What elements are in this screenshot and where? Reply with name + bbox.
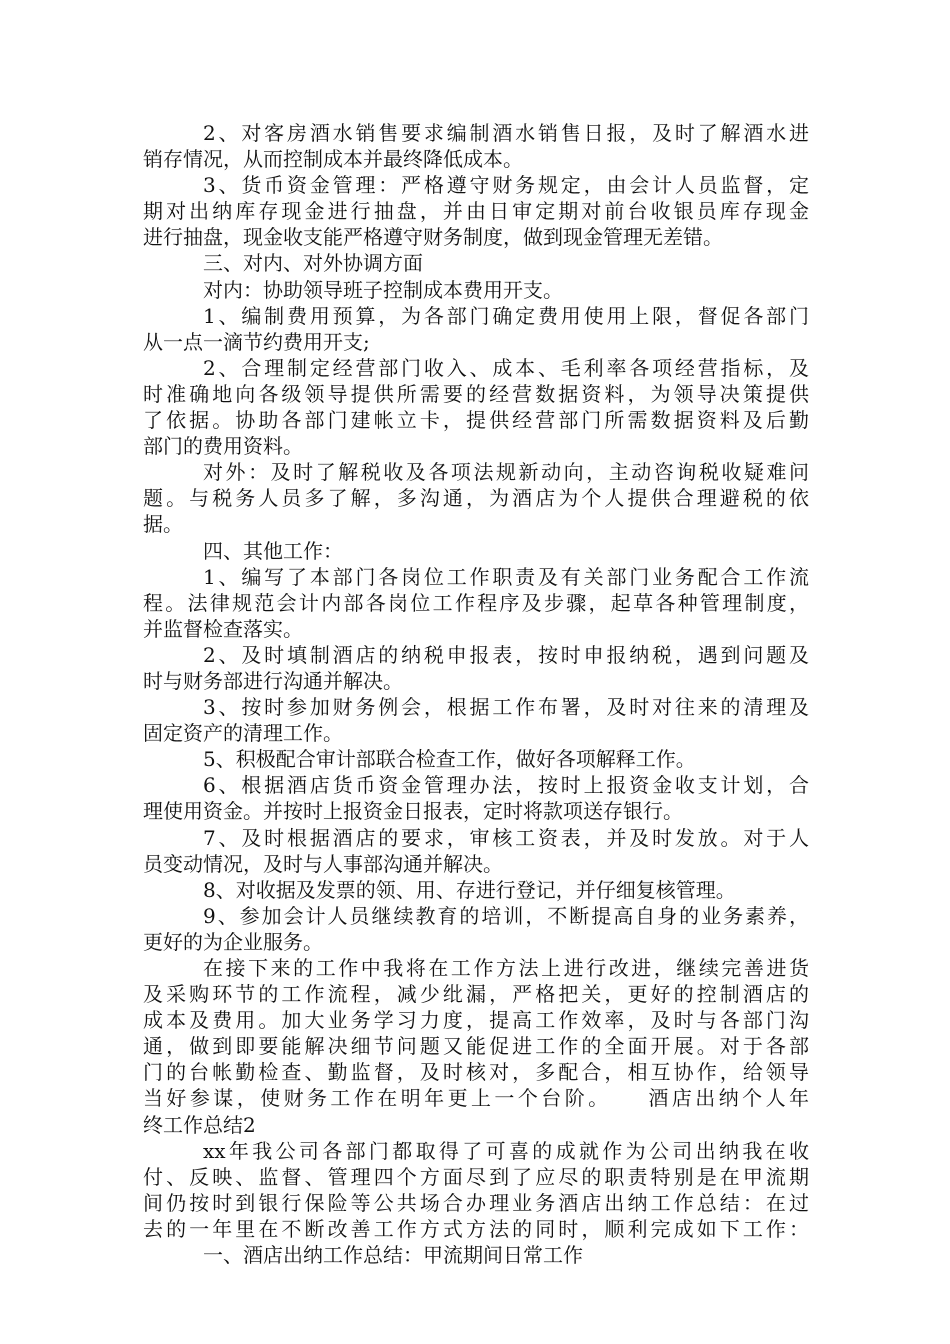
text-line: 一、酒店出纳工作总结：甲流期间日常工作: [203, 1243, 583, 1268]
text-line: 终工作总结2: [143, 1112, 256, 1137]
text-line: 1、编制费用预算，为各部门确定费用使用上限，督促各部门: [203, 303, 809, 328]
text-line: 1、编写了本部门各岗位工作职责及有关部门业务配合工作流: [203, 564, 809, 589]
text-line: xx年我公司各部门都取得了可喜的成就作为公司出纳我在收: [203, 1138, 809, 1163]
text-line: 及采购环节的工作流程，减少纰漏，严格把关，更好的控制酒店的: [143, 982, 809, 1007]
text-line: 8、对收据及发票的领、用、存进行登记，并仔细复核管理。: [203, 877, 736, 902]
text-line: 对内：协助领导班子控制成本费用开支。: [203, 277, 563, 302]
text-line: 间仍按时到银行保险等公共场合办理业务酒店出纳工作总结：在过: [143, 1190, 809, 1215]
text-line: 部门的费用资料。: [143, 434, 303, 459]
text-line: 更好的为企业服务。: [143, 929, 323, 954]
text-line: 固定资产的清理工作。: [143, 721, 343, 746]
text-line: 在接下来的工作中我将在工作方法上进行改进，继续完善进货: [203, 956, 809, 980]
text-line: 理使用资金。并按时上报资金日报表，定时将款项送存银行。: [143, 799, 683, 824]
text-line: 三、对内、对外协调方面: [203, 251, 423, 276]
text-line: 付、反映、监督、管理四个方面尽到了应尽的职责特别是在甲流期: [143, 1164, 809, 1189]
text-line: 时与财务部进行沟通并解决。: [143, 668, 403, 693]
text-line: 5、积极配合审计部联合检查工作，做好各项解释工作。: [203, 747, 696, 772]
text-line: 2、合理制定经营部门收入、成本、毛利率各项经营指标，及: [203, 355, 809, 380]
text-line: 时准确地向各级领导提供所需要的经营数据资料，为领导决策提供: [143, 381, 809, 406]
text-line: 3、按时参加财务例会，根据工作布署，及时对往来的清理及: [203, 695, 809, 720]
text-line: 据。: [143, 512, 183, 537]
text-line: 题。与税务人员多了解，多沟通，为酒店为个人提供合理避税的依: [143, 486, 809, 511]
text-line: 从一点一滴节约费用开支;: [143, 329, 370, 354]
text-line: 9、参加会计人员继续教育的培训，不断提高自身的业务素养，: [203, 903, 809, 928]
text-line: 对外：及时了解税收及各项法规新动向，主动咨询税收疑难问: [203, 460, 809, 485]
text-line: 3、货币资金管理：严格遵守财务规定，由会计人员监督，定: [203, 173, 809, 198]
text-line: 6、根据酒店货币资金管理办法，按时上报资金收支计划，合: [203, 773, 809, 798]
text-line: 期对出纳库存现金进行抽盘，并由日审定期对前台收银员库存现金: [143, 199, 809, 224]
text-line: 去的一年里在不断改善工作方式方法的同时，顺利完成如下工作：: [143, 1216, 809, 1241]
text-line: 成本及费用。加大业务学习力度，提高工作效率，及时与各部门沟: [143, 1008, 809, 1033]
text-line: 当好参谋，使财务工作在明年更上一个台阶。 酒店出纳个人年: [143, 1086, 809, 1111]
text-line: 程。法律规范会计内部各岗位工作程序及步骤，起草各种管理制度，: [143, 590, 809, 615]
text-line: 员变动情况，及时与人事部沟通并解决。: [143, 851, 503, 876]
text-line: 销存情况，从而控制成本并最终降低成本。: [143, 147, 523, 172]
text-line: 进行抽盘，现金收支能严格遵守财务制度，做到现金管理无差错。: [143, 225, 723, 250]
document-page: [143, 120, 809, 1268]
text-line: 通，做到即要能解决细节问题又能促进工作的全面开展。对于各部: [143, 1034, 809, 1059]
text-line: 了依据。协助各部门建帐立卡，提供经营部门所需数据资料及后勤: [143, 408, 809, 433]
text-line: 四、其他工作：: [203, 538, 343, 563]
text-line: 门的台帐勤检查、勤监督，及时核对，多配合，相互协作，给领导: [143, 1060, 809, 1085]
text-line: 7、及时根据酒店的要求，审核工资表，并及时发放。对于人: [203, 825, 809, 850]
text-line: 2、对客房酒水销售要求编制酒水销售日报，及时了解酒水进: [203, 121, 809, 145]
text-line: 2、及时填制酒店的纳税申报表，按时申报纳税，遇到问题及: [203, 642, 809, 667]
text-line: 并监督检查落实。: [143, 616, 303, 641]
